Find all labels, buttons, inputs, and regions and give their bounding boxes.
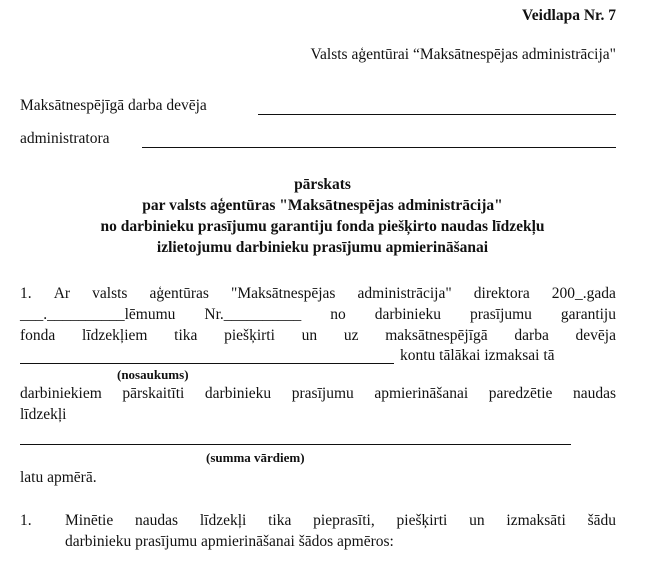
- administrator-name-line[interactable]: [142, 147, 616, 148]
- para1-line-3: [20, 327, 616, 345]
- name-caption: (nosaukums): [117, 367, 189, 382]
- employer-account-line[interactable]: [20, 363, 394, 364]
- para1-line-5: darbiniekiem pārskaitīti darbinieku prasījumu apmierināšanai paredzētie naudas: [20, 385, 616, 402]
- addressee: Valsts aģentūrai “Maksātnespējas administrācija": [310, 46, 616, 63]
- para1-line-3-word: un: [301, 327, 318, 344]
- para1-line-3-word: piešķirti: [224, 327, 275, 344]
- para1-line-2: [20, 306, 616, 324]
- employer-label: Maksātnespējīgā darba devēja: [20, 97, 207, 114]
- para1-line-1-word: 200_.gada: [551, 285, 616, 302]
- para1-line-1-word: direktora: [473, 285, 530, 302]
- para1-line-7: latu apmērā.: [20, 469, 97, 486]
- para1-line-1-word: administrācija": [357, 285, 452, 302]
- para1-line-1: [20, 285, 616, 303]
- para1-line-3-word: maksātnespējīgā: [385, 327, 488, 344]
- para1-line-3-word: tika: [174, 327, 198, 344]
- employer-name-line[interactable]: [258, 114, 616, 115]
- form-number: Veidlapa Nr. 7: [521, 7, 616, 24]
- sum-caption: (summa vārdiem): [206, 450, 305, 465]
- para1-line-1-word: Ar: [53, 285, 71, 302]
- para2-line-1: Minētie naudas līdzekļi tika pieprasīti, piešķirti un izmaksāti šādu: [65, 512, 616, 529]
- para1-line-1-word: "Maksātnespējas: [231, 285, 336, 302]
- para1-line-3-word: līdzekļiem: [82, 327, 148, 344]
- para1-line-1-word: valsts: [92, 285, 128, 302]
- para1-line-2-text: ___.__________lēmumu Nr.__________ no darbinieku prasījumu garantiju: [20, 306, 616, 323]
- para1-line-4-suffix: kontu tālākai izmaksai tā: [400, 347, 555, 364]
- title-line-1: pārskats: [294, 176, 351, 193]
- para1-line-1-word: 1.: [20, 285, 32, 302]
- para1-line-1-word: aģentūras: [149, 285, 209, 302]
- para2-line-2: darbinieku prasījumu apmierināšanai šādos apmēros:: [65, 533, 394, 550]
- para1-line-3-word: uz: [343, 327, 359, 344]
- title-line-2: par valsts aģentūras "Maksātnespējas administrācija": [142, 197, 503, 214]
- administrator-label: administratora: [20, 130, 110, 147]
- sum-in-words-line[interactable]: [20, 444, 571, 445]
- para1-line-3-word: fonda: [20, 327, 56, 344]
- title-line-3: no darbinieku prasījumu garantiju fonda piešķirto naudas līdzekļu: [100, 218, 545, 235]
- para1-line-3-word: devēja: [575, 327, 616, 344]
- para2-number: 1.: [20, 512, 32, 529]
- para1-line-6: līdzekļi: [20, 406, 67, 423]
- para1-line-3-word: darba: [514, 327, 549, 344]
- title-line-4: izlietojumu darbinieku prasījumu apmierināšanai: [156, 239, 489, 256]
